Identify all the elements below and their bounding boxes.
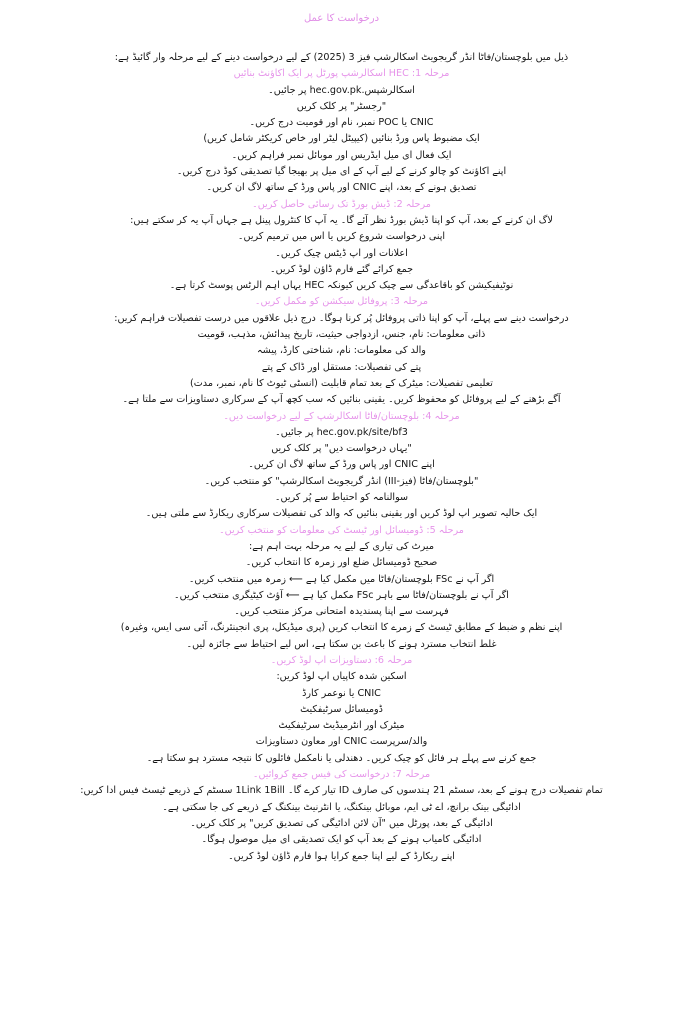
step-line: درخواست دینے سے پہلے، آپ کو اپنا ذاتی پروفائل پُر کرنا ہوگا۔ درج ذیل علاقوں میں درست تفصیلات فراہم کریں:: [114, 312, 569, 324]
intro-text: ذیل میں بلوچستان/فاٹا انڈر گریجویٹ اسکالرشپ فیز 3 (2025) کے لیے درخواست دینے کے لیے مرحلہ وار گائیڈ ہے:: [114, 52, 569, 63]
step-4-section: [0, 409, 683, 523]
step-line: اپنے اکاؤنٹ کو چالو کرنے کے لیے آپ کے ای میل پر بھیجا گیا تصدیقی کوڈ درج کریں۔: [176, 166, 507, 178]
step-line: اعلانات اور اپ ڈیٹس چیک کریں۔: [275, 247, 408, 259]
step-line: پتے کی تفصیلات: مستقل اور ڈاک کے پتے: [261, 361, 422, 373]
step-line: تمام تفصیلات درج ہونے کے بعد، سسٹم 21 ہندسوں کی صارف ID تیار کرے گا۔ 1Link 1Bill سسٹم کے ذریعے ٹیسٹ فیس ادا کریں:: [80, 785, 603, 797]
step-line: اگر آپ نے بلوچستان/فاٹا سے باہر FSc مکمل کیا ہے ⟵ آؤٹ کیٹیگری منتخب کریں۔: [174, 589, 509, 601]
step-heading: مرحلہ 2: ڈیش بورڈ تک رسائی حاصل کریں۔: [252, 198, 431, 210]
step-line: میرٹ کی تیاری کے لیے یہ مرحلہ بہت اہم ہے:: [249, 540, 434, 552]
step-line: اپنے ریکارڈ کے لیے اپنا جمع کرایا ہوا فارم ڈاؤن لوڈ کریں۔: [228, 850, 455, 862]
step-line: اگر آپ نے FSc بلوچستان/فاٹا میں مکمل کیا ہے ⟵ زمرہ میں منتخب کریں۔: [188, 573, 495, 585]
step-heading: مرحلہ 1: HEC اسکالرشپ پورٹل پر ایک اکاؤنٹ بنائیں: [233, 68, 450, 80]
step-line: ادائیگی بینک برانچ، اے ٹی ایم، موبائل بینکنگ، یا انٹرنیٹ بینکنگ کے ذریعے کی جا سکتی ہے۔: [162, 801, 521, 813]
step-line: والد/سرپرست CNIC اور معاون دستاویزات: [255, 736, 428, 748]
step-line: آگے بڑھنے کے لیے پروفائل کو محفوظ کریں۔ یقینی بنائیں کہ سب کچھ آپ کے سرکاری دستاویزات سے ملتا ہے۔: [122, 394, 561, 406]
step-line: جمع کرائے گئے فارم ڈاؤن لوڈ کریں۔: [269, 263, 414, 275]
step-line: تعلیمی تفصیلات: میٹرک کے بعد تمام قابلیت (انسٹی ٹیوٹ کا نام، نمبر، مدت): [190, 377, 493, 389]
step-line: "بلوچستان/فاٹا (فیز-III) انڈر گریجویٹ اسکالرشپ" کو منتخب کریں۔: [204, 475, 479, 487]
step-line: اسکالرشپس.hec.gov.pk پر جائیں۔: [268, 84, 415, 96]
step-line: ڈومیسائل سرٹیفکیٹ: [300, 703, 383, 715]
step-line: ایک فعال ای میل ایڈریس اور موبائل نمبر فراہم کریں۔: [231, 149, 452, 161]
step-line: اپنے نظم و ضبط کے مطابق ٹیسٹ کے زمرے کا انتخاب کریں (پری میڈیکل، پری انجینئرنگ، آئی سی ایس، وغیرہ): [120, 622, 563, 634]
step-line: میٹرک اور انٹرمیڈیٹ سرٹیفکیٹ: [278, 720, 405, 732]
step-6-section: [0, 653, 683, 767]
step-heading: مرحلہ 4: بلوچستان/فاٹا اسکالرشپ کے لیے درخواست دیں۔: [223, 410, 460, 422]
step-2-section: [0, 197, 683, 295]
step-line: والد کی معلومات: نام، شناختی کارڈ، پیشہ: [257, 345, 426, 357]
step-line: ایک حالیہ تصویر اپ لوڈ کریں اور یقینی بنائیں کہ والد کی تفصیلات سرکاری ریکارڈ سے ملتی ہیں۔: [145, 508, 538, 520]
step-line: اسکین شدہ کاپیاں اپ لوڈ کریں:: [276, 671, 407, 683]
step-line: نوٹیفیکیشن کو باقاعدگی سے چیک کریں کیونکہ HEC یہاں اہم الرٹس پوسٹ کرتا ہے۔: [169, 280, 514, 292]
step-heading: مرحلہ 5: ڈومیسائل اور ٹیسٹ کی معلومات کو منتخب کریں۔: [219, 524, 464, 536]
step-line: CNIC یا POC نمبر، نام اور قومیت درج کریں۔: [249, 117, 434, 129]
step-line: "رجسٹر" پر کلک کریں: [296, 100, 387, 112]
step-line: "یہاں درخواست دیں" پر کلک کریں: [271, 443, 412, 455]
step-line: ذاتی معلومات: نام، جنس، ازدواجی حیثیت، تاریخ پیدائش، مذہب، قومیت: [197, 329, 486, 341]
step-line: ایک مضبوط پاس ورڈ بنائیں (کیپیٹل لیٹر اور خاص کریکٹر شامل کریں): [203, 133, 480, 145]
step-line: ادائیگی کامیاب ہونے کے بعد آپ کو ایک تصدیقی ای میل موصول ہوگا۔: [201, 834, 482, 846]
step-line: غلط انتخاب مسترد ہونے کا باعث بن سکتا ہے، اس لیے احتیاط سے جائزہ لیں۔: [186, 638, 497, 650]
step-7-section: [0, 767, 683, 865]
step-line: تصدیق ہونے کے بعد، اپنے CNIC اور پاس ورڈ کے ساتھ لاگ ان کریں۔: [206, 182, 477, 194]
step-line: hec.gov.pk/site/bf3 پر جائیں۔: [275, 426, 408, 438]
step-line: CNIC یا نوعمر کارڈ: [302, 687, 381, 699]
step-3-section: [0, 294, 683, 408]
document-title: درخواست کا عمل: [303, 13, 380, 24]
step-heading: مرحلہ 3: پروفائل سیکشن کو مکمل کریں۔: [254, 296, 429, 308]
step-5-section: [0, 523, 683, 653]
step-line: اپنی درخواست شروع کریں یا اس میں ترمیم کریں۔: [237, 231, 446, 243]
step-line: صحیح ڈومیسائل ضلع اور زمرہ کا انتخاب کریں۔: [245, 557, 438, 569]
step-line: فہرست سے اپنا پسندیدہ امتحانی مرکز منتخب کریں۔: [234, 606, 449, 618]
step-1-section: [0, 66, 683, 196]
step-line: جمع کرنے سے پہلے ہر فائل کو چیک کریں۔ دھندلی یا نامکمل فائلوں کا نتیجہ مسترد ہو سکتا ہے۔: [146, 752, 537, 764]
step-line: سوالنامہ کو احتیاط سے پُر کریں۔: [274, 492, 409, 504]
step-heading: مرحلہ 7: درخواست کی فیس جمع کروائیں۔: [252, 769, 431, 781]
step-line: اپنے CNIC اور پاس ورڈ کے ساتھ لاگ ان کریں۔: [248, 459, 435, 471]
step-line: ادائیگی کے بعد، پورٹل میں "آن لائن ادائیگی کی تصدیق کریں" پر کلک کریں۔: [190, 817, 493, 829]
step-heading: مرحلہ 6: دستاویزات اپ لوڈ کریں۔: [270, 654, 413, 666]
step-line: لاگ ان کرنے کے بعد، آپ کو اپنا ڈیش بورڈ نظر آئے گا۔ یہ آپ کا کنٹرول پینل ہے جہاں آپ یہ کر سکتے ہیں:: [130, 214, 553, 226]
